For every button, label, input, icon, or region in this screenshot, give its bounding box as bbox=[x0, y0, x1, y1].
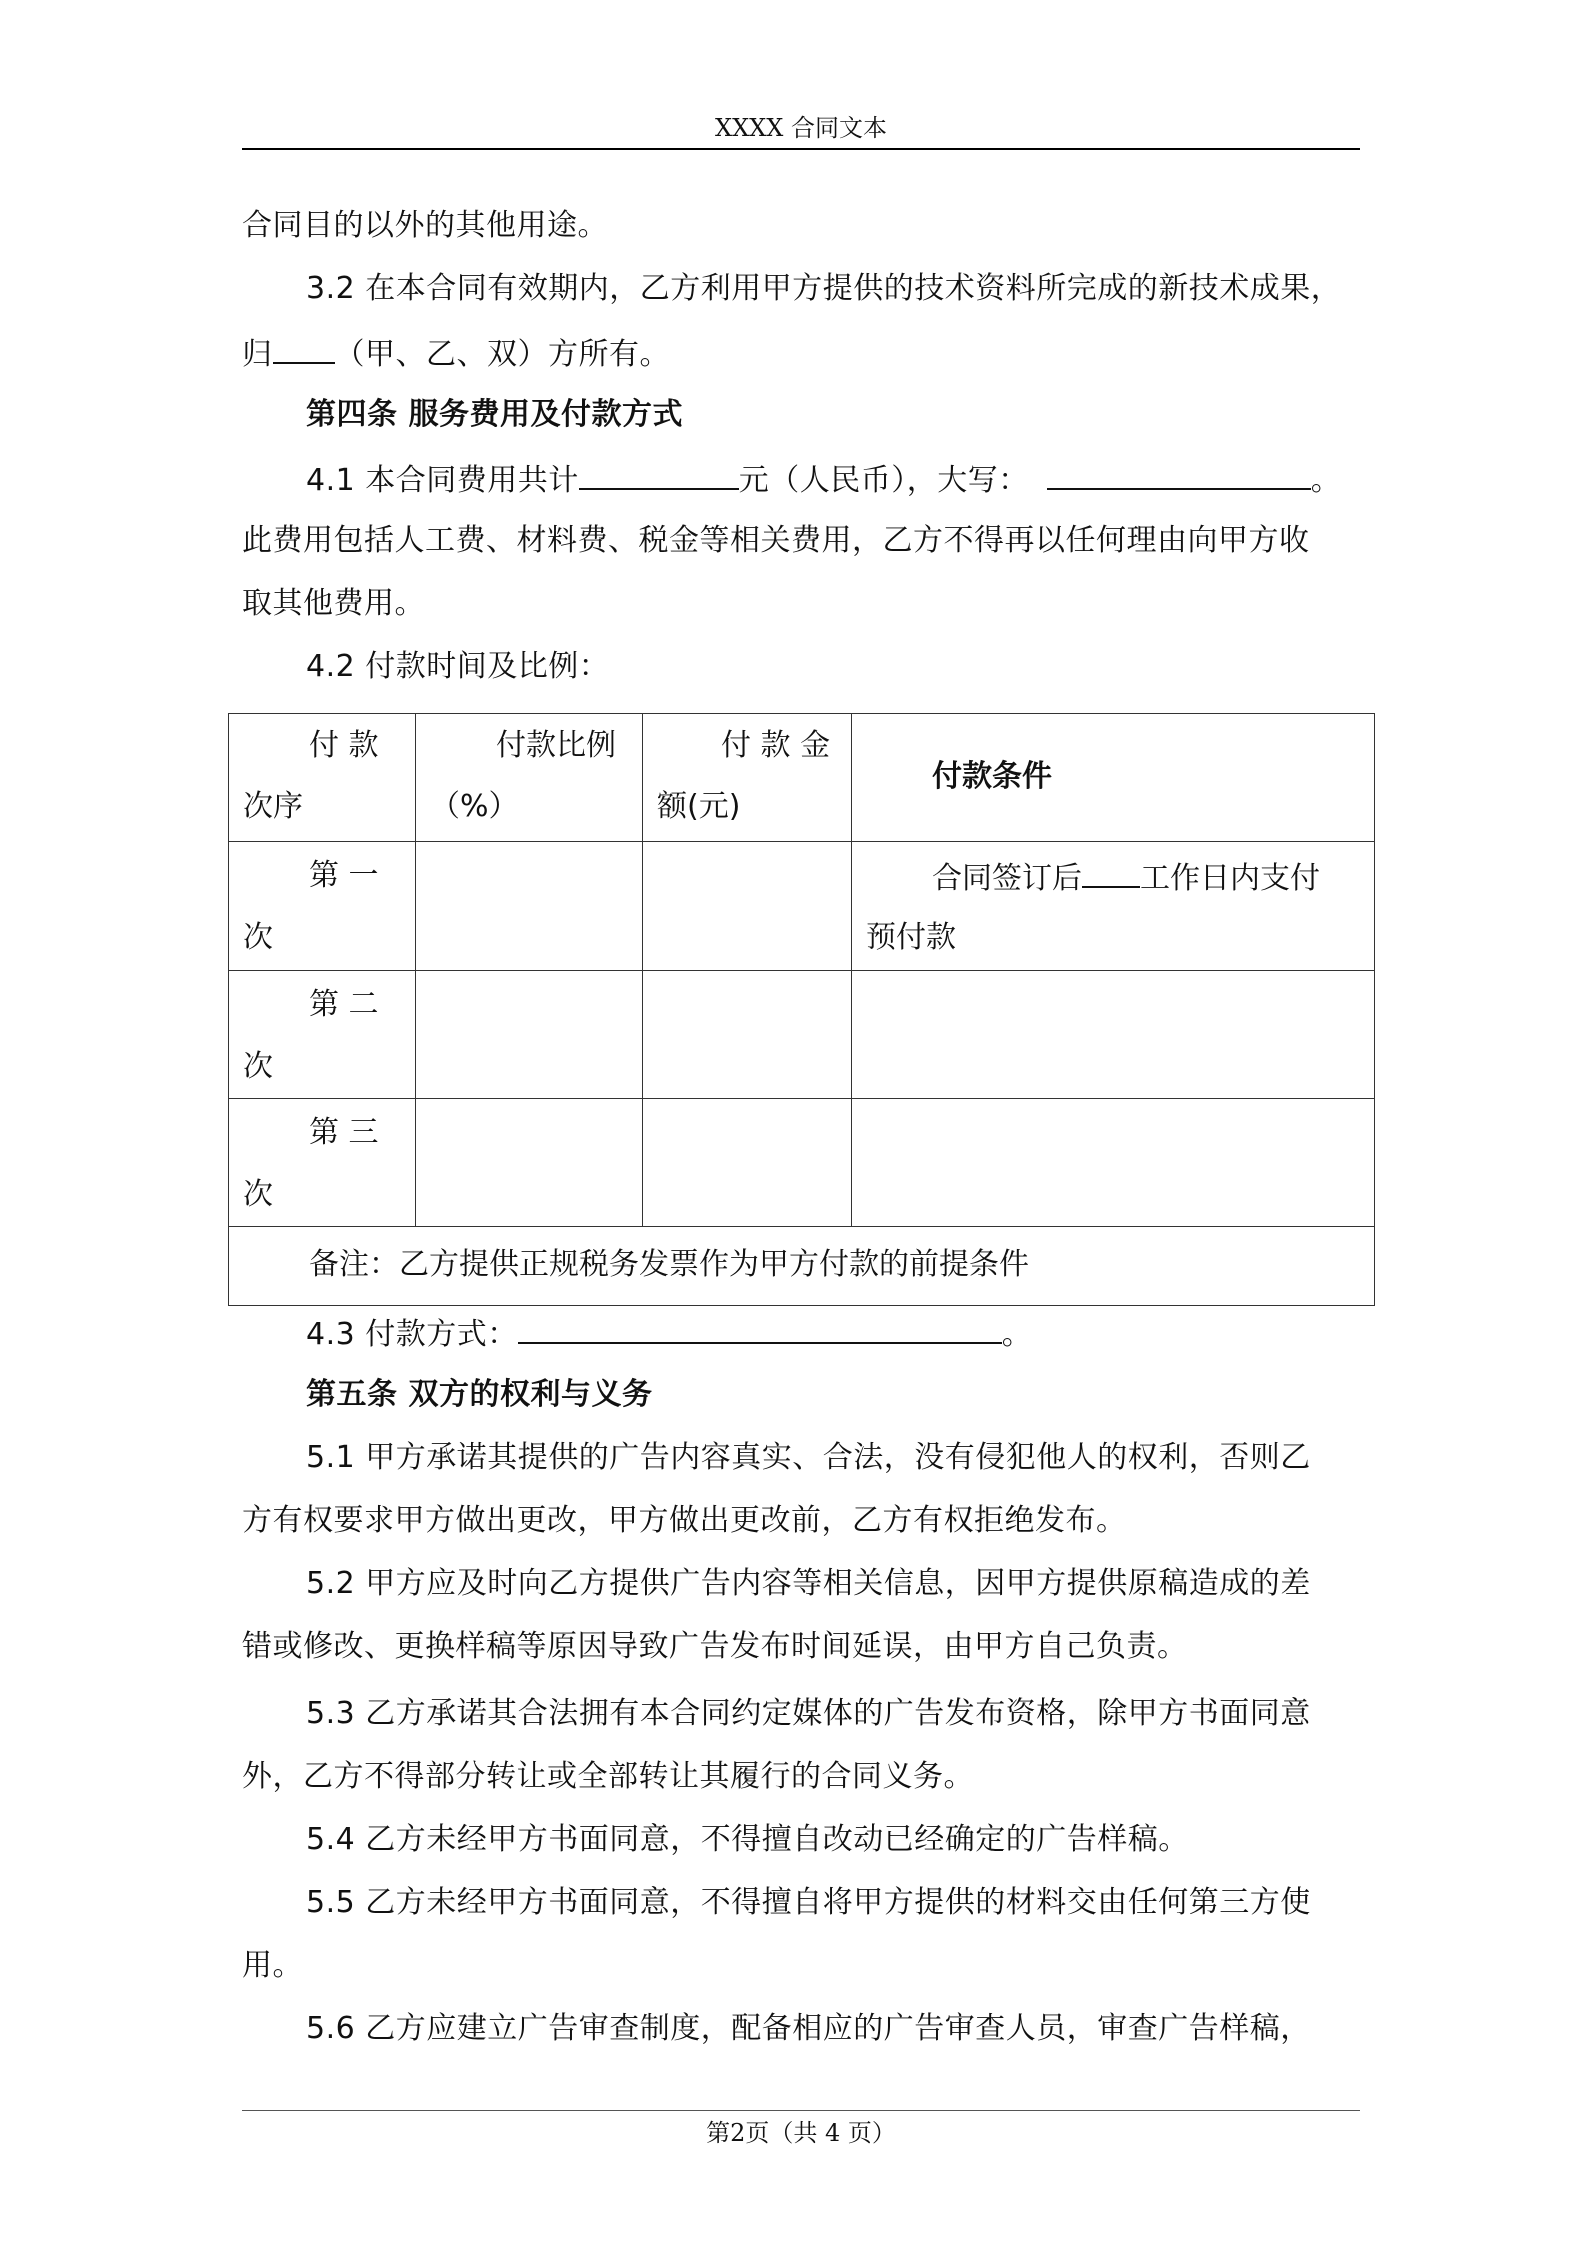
header-text: 付 款 bbox=[309, 728, 379, 763]
clause-5-3-line2: 外，乙方不得部分转让或全部转让其履行的合同义务。 bbox=[242, 1759, 974, 1794]
clause-3-2-line2 bbox=[242, 332, 1360, 375]
table-header-row bbox=[229, 714, 1375, 842]
days-blank[interactable] bbox=[1082, 856, 1140, 888]
header-cell-order bbox=[229, 714, 416, 842]
clause-5-4: 5.4 乙方未经甲方书面同意，不得擅自改动已经确定的广告样稿。 bbox=[306, 1822, 1189, 1857]
clause-5-2-line2: 错或修改、更换样稿等原因导致广告发布时间延误，由甲方自己负责。 bbox=[242, 1629, 1188, 1664]
order-text: 次 bbox=[243, 1177, 273, 1212]
ratio-cell[interactable] bbox=[416, 1099, 643, 1227]
clause-4-1-line2: 此费用包括人工费、材料费、税金等相关费用，乙方不得再以任何理由向甲方收 bbox=[242, 523, 1310, 558]
order-text: 次 bbox=[243, 1049, 273, 1084]
clause-5-1-line2: 方有权要求甲方做出更改，甲方做出更改前，乙方有权拒绝发布。 bbox=[242, 1503, 1127, 1538]
header-text: 付款条件 bbox=[932, 759, 1052, 794]
order-text: 第 三 bbox=[309, 1115, 379, 1150]
header-title: XXXX 合同文本 bbox=[715, 114, 887, 142]
clause-5-5-line2: 用。 bbox=[242, 1948, 303, 1983]
text-span: （甲、乙、双）方所有。 bbox=[334, 337, 670, 372]
amount-cell[interactable] bbox=[643, 971, 852, 1099]
text-span: 工作日内支付 bbox=[1140, 861, 1320, 896]
fill-in-blank[interactable] bbox=[273, 332, 335, 364]
paragraph-line: 合同目的以外的其他用途。 bbox=[242, 208, 608, 243]
header-cell-amount bbox=[643, 714, 852, 842]
page-number: 第2页（共 4 页） bbox=[706, 2119, 896, 2147]
header-cell-ratio bbox=[416, 714, 643, 842]
order-cell bbox=[229, 971, 416, 1099]
order-text: 次 bbox=[243, 920, 273, 955]
header-text: 额(元) bbox=[657, 789, 741, 824]
amount-blank[interactable] bbox=[579, 458, 739, 490]
header-text: （%） bbox=[430, 789, 519, 824]
ratio-cell[interactable] bbox=[416, 842, 643, 971]
table-row bbox=[229, 842, 1375, 971]
text-span: 4.3 付款方式： bbox=[306, 1317, 518, 1352]
text-span: 合同签订后 bbox=[932, 861, 1082, 896]
table-row bbox=[229, 971, 1375, 1099]
condition-text bbox=[932, 856, 1320, 899]
clause-4-2: 4.2 付款时间及比例： bbox=[306, 649, 610, 684]
table-note-row bbox=[229, 1227, 1375, 1306]
clause-4-3 bbox=[306, 1312, 1360, 1355]
header-text: 付 款 金 bbox=[721, 728, 831, 763]
condition-cell[interactable] bbox=[852, 971, 1375, 1099]
clause-5-3-line1: 5.3 乙方承诺其合法拥有本合同约定媒体的广告发布资格，除甲方书面同意 bbox=[306, 1696, 1311, 1731]
header-rule bbox=[242, 148, 1360, 150]
text-span: 。 bbox=[1310, 463, 1342, 498]
text-span: 。 bbox=[1001, 1317, 1033, 1352]
header-text: 次序 bbox=[243, 789, 303, 824]
article-4-heading: 第四条 服务费用及付款方式 bbox=[306, 397, 683, 432]
header-cell-condition bbox=[852, 714, 1375, 842]
clause-3-2-line1: 3.2 在本合同有效期内，乙方利用甲方提供的技术资料所完成的新技术成果， bbox=[306, 271, 1342, 306]
order-cell bbox=[229, 842, 416, 971]
order-cell bbox=[229, 1099, 416, 1227]
clause-5-2-line1: 5.2 甲方应及时向乙方提供广告内容等相关信息，因甲方提供原稿造成的差 bbox=[306, 1566, 1311, 1601]
clause-5-1-line1: 5.1 甲方承诺其提供的广告内容真实、合法，没有侵犯他人的权利，否则乙 bbox=[306, 1440, 1311, 1475]
article-5-heading: 第五条 双方的权利与义务 bbox=[306, 1377, 653, 1412]
text-span: 4.1 本合同费用共计 bbox=[306, 463, 579, 498]
payment-table bbox=[228, 713, 1375, 1306]
payment-method-blank[interactable] bbox=[518, 1312, 1002, 1344]
amount-cell[interactable] bbox=[643, 1099, 852, 1227]
condition-text: 预付款 bbox=[866, 920, 956, 955]
table-row bbox=[229, 1099, 1375, 1227]
header-text: 付款比例 bbox=[496, 728, 616, 763]
order-text: 第 二 bbox=[309, 987, 379, 1022]
order-text: 第 一 bbox=[309, 858, 379, 893]
condition-cell bbox=[852, 842, 1375, 971]
amount-words-blank[interactable] bbox=[1047, 458, 1311, 490]
clause-4-1-line3: 取其他费用。 bbox=[242, 586, 425, 621]
text-span: 元（人民币），大写： bbox=[738, 463, 1029, 498]
clause-5-5-line1: 5.5 乙方未经甲方书面同意，不得擅自将甲方提供的材料交由任何第三方使 bbox=[306, 1885, 1311, 1920]
footer-rule bbox=[242, 2110, 1360, 2111]
table-note: 备注：乙方提供正规税务发票作为甲方付款的前提条件 bbox=[309, 1247, 1029, 1282]
clause-5-6-line1: 5.6 乙方应建立广告审查制度，配备相应的广告审查人员，审查广告样稿， bbox=[306, 2011, 1311, 2046]
text-span: 归 bbox=[242, 337, 273, 372]
note-cell bbox=[229, 1227, 1375, 1306]
ratio-cell[interactable] bbox=[416, 971, 643, 1099]
condition-cell[interactable] bbox=[852, 1099, 1375, 1227]
amount-cell[interactable] bbox=[643, 842, 852, 971]
clause-4-1-line1 bbox=[306, 458, 1360, 501]
